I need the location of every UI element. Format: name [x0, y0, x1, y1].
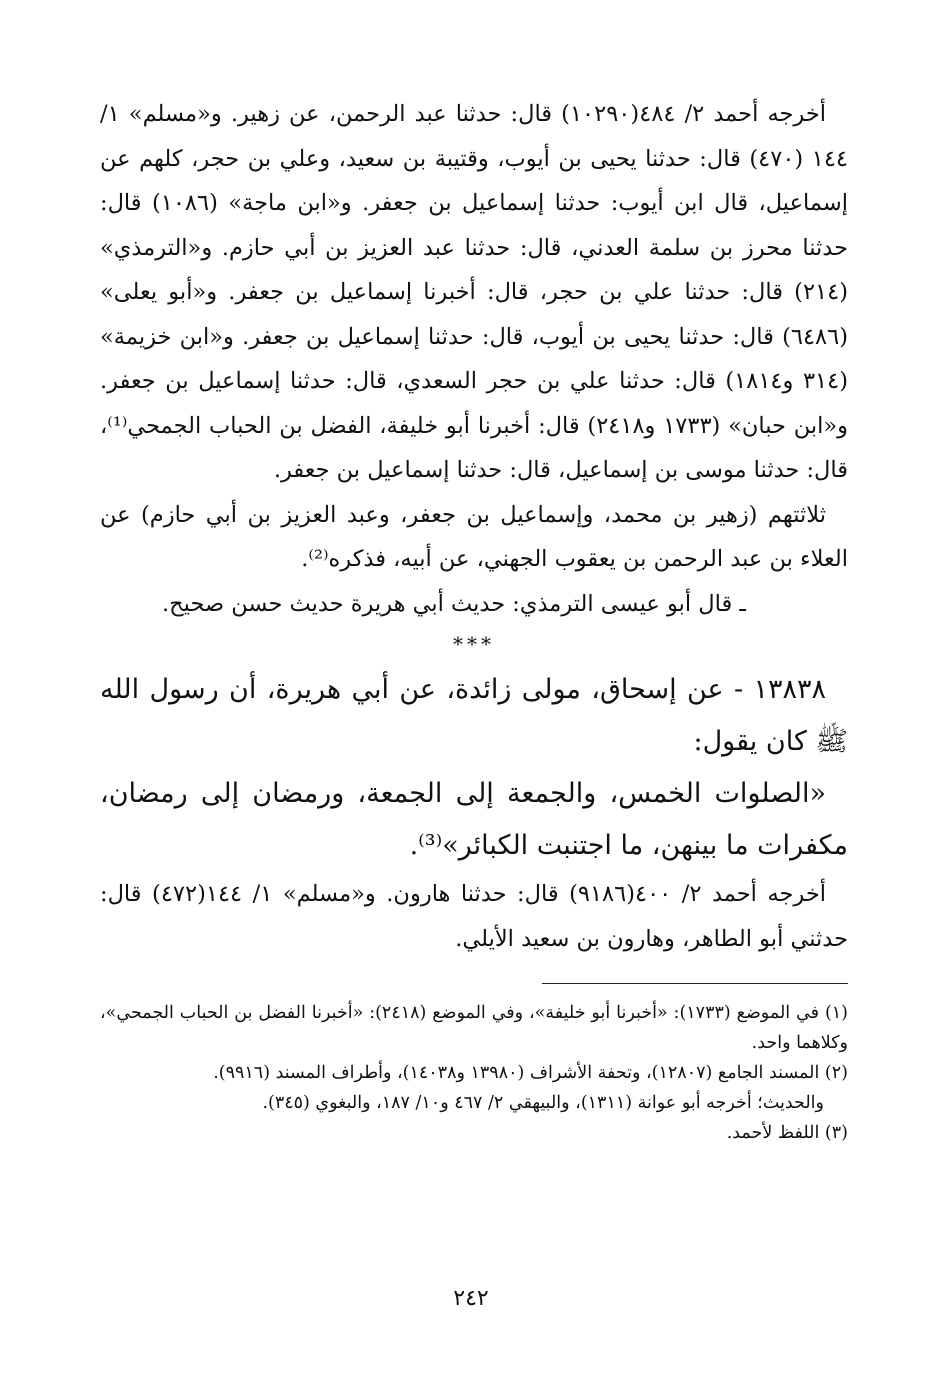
book-page — [100, 92, 848, 1332]
footnote-divider — [542, 983, 848, 984]
takhrij-paragraph-3: أخرجه أحمد ٢/ ٤٠٠(٩١٨٦) قال: حدثنا هارون. و«مسلم» ١/ ١٤٤(٤٧٢) قال: حدثني أبو الطاهر، وهارون بن سعيد الأيلي. — [100, 881, 848, 952]
hadith-intro: ١٣٨٣٨ - عن إسحاق، مولى زائدة، عن أبي هريرة، أن رسول الله ﷺ كان يقول: — [100, 674, 848, 757]
footnote-2-continued: والحديث؛ أخرجه أبو عوانة (١٣١١)، والبيهقي ٢/ ٤٦٧ و١٠/ ١٨٧، والبغوي (٣٤٥). — [262, 1093, 824, 1113]
footnote-2: (٢) المسند الجامع (١٢٨٠٧)، وتحفة الأشراف (١٣٩٨٠ و١٤٠٣٨)، وأطراف المسند (٩٩١٦). — [213, 1063, 848, 1083]
tirmidhi-grading: ـ قال أبو عيسى الترمذي: حديث أبي هريرة حديث حسن صحيح. — [162, 590, 746, 617]
takhrij-paragraph-1: أخرجه أحمد ٢/ ٤٨٤(١٠٢٩٠) قال: حدثنا عبد الرحمن، عن زهير. و«مسلم» ١/ ١٤٤ (٤٧٠) قال: حدثنا يحيى بن أيوب، وقتيبة بن سعيد، وعلي بن حجر، كلهم عن إسماعيل، قال ابن أيوب: حدثنا إسماعيل بن جعفر. و«ابن ماجة» (١٠٨٦) قال: حدثنا محرز بن سلمة العدني، قال: حدثنا عبد العزيز بن أبي حازم. و«الترمذي» (٢١٤) قال: حدثنا علي بن حجر، قال: أخبرنا إسماعيل بن جعفر. و«أبو يعلى» (٦٤٨٦) قال: حدثنا يحيى بن أيوب، قال: حدثنا إسماعيل بن جعفر. و«ابن خزيمة» (٣١٤ و١٨١٤) قال: حدثنا علي بن حجر السعدي، قال: حدثنا إسماعيل بن جعفر. و«ابن حبان» (١٧٣٣ و٢٤١٨) قال: أخبرنا أبو خليفة، الفضل بن الحباب الجمحي⁽¹⁾، قال: حدثنا موسى بن إسماعيل، قال: حدثنا إسماعيل بن جعفر. — [100, 101, 848, 483]
hadith-text: «الصلوات الخمس، والجمعة إلى الجمعة، ورمضان إلى رمضان، مكفرات ما بينهن، ما اجتنبت الكبائر»⁽³⁾. — [100, 778, 848, 861]
section-separator: *** — [453, 632, 495, 656]
page-number: ٢٤٢ — [453, 1286, 489, 1311]
footnote-3: (٣) اللفظ لأحمد. — [726, 1123, 848, 1143]
takhrij-paragraph-2: ثلاثتهم (زهير بن محمد، وإسماعيل بن جعفر، وعبد العزيز بن أبي حازم) عن العلاء بن عبد الرحمن بن يعقوب الجهني، عن أبيه، فذكره⁽²⁾. — [100, 501, 848, 572]
footnote-1: (١) في الموضع (١٧٣٣): «أخبرنا أبو خليفة»، وفي الموضع (٢٤١٨): «أخبرنا الفضل بن الحباب الجمحي»، وكلاهما واحد. — [100, 1003, 848, 1053]
